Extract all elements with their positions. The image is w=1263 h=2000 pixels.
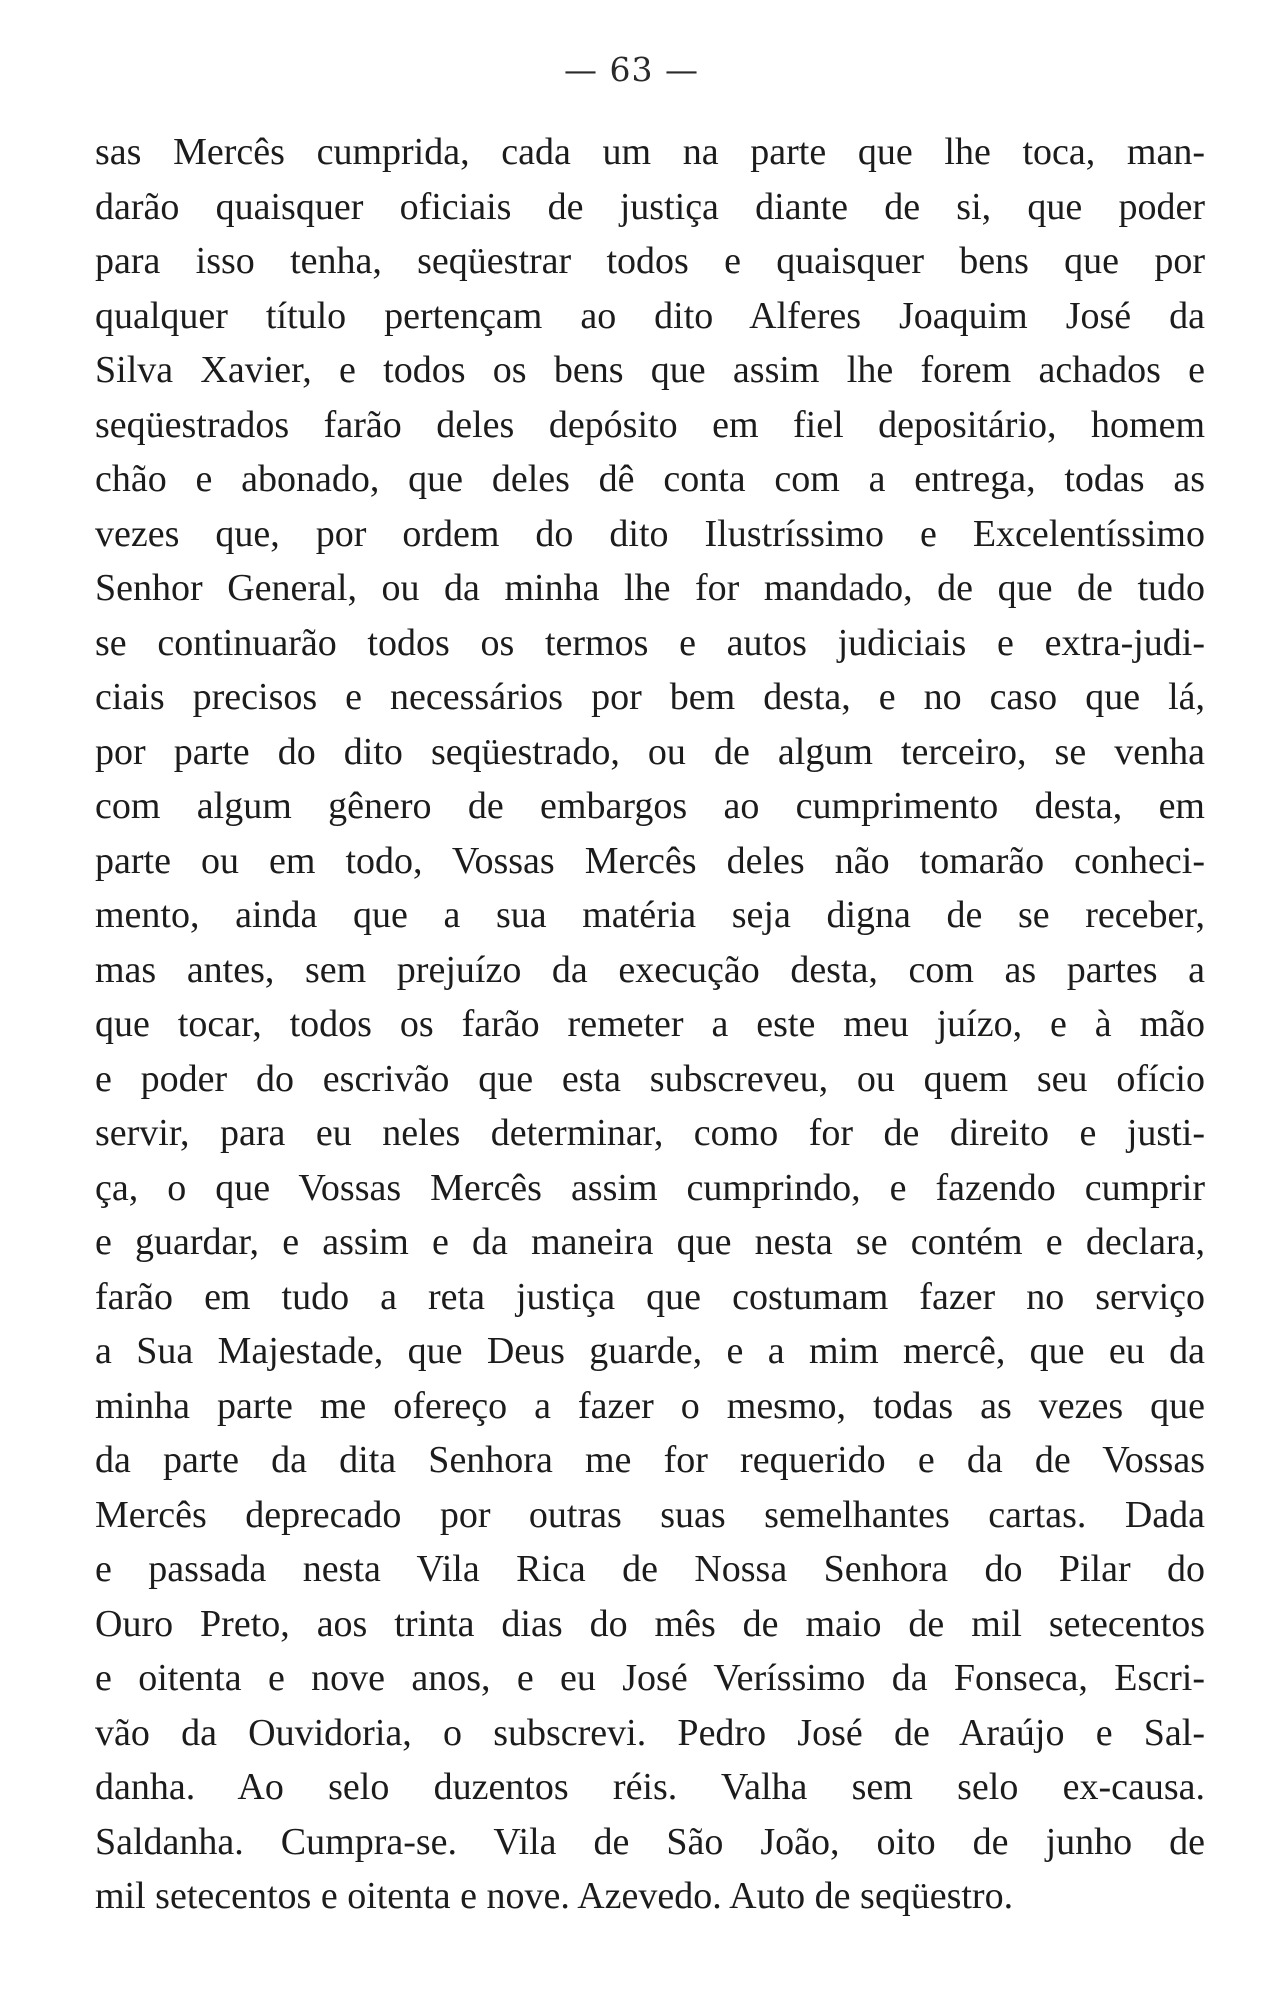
text-line: seqüestrados farão deles depósito em fiel depositário, homem — [95, 403, 1205, 446]
text-line: e poder do escrivão que esta subscreveu, ou quem seu ofício — [95, 1057, 1205, 1100]
text-line: com algum gênero de embargos ao cumprimento desta, em — [95, 785, 1205, 827]
text-line: da parte da dita Senhora me for requerido e da de Vossas — [95, 1439, 1205, 1481]
text-line: parte ou em todo, Vossas Mercês deles não tomarão conheci- — [95, 839, 1205, 882]
text-line: se continuarão todos os termos e autos judiciais e extra-judi- — [95, 621, 1205, 664]
text-line: danha. Ao selo duzentos réis. Valha sem selo ex-causa. — [95, 1766, 1205, 1808]
text-line: por parte do dito seqüestrado, ou de algum terceiro, se venha — [95, 730, 1205, 773]
text-line: ça, o que Vossas Mercês assim cumprindo, e fazendo cumprir — [95, 1166, 1205, 1209]
text-line: mas antes, sem prejuízo da execução desta, com as partes a — [95, 948, 1205, 991]
text-line: Silva Xavier, e todos os bens que assim lhe forem achados e — [95, 349, 1205, 391]
text-line: e guardar, e assim e da maneira que nesta se contém e declara, — [95, 1221, 1205, 1263]
text-line: minha parte me ofereço a fazer o mesmo, todas as vezes que — [95, 1384, 1205, 1427]
text-line: a Sua Majestade, que Deus guarde, e a mim mercê, que eu da — [95, 1330, 1205, 1372]
text-line: Ouro Preto, aos trinta dias do mês de maio de mil setecentos — [95, 1602, 1205, 1645]
body-text — [95, 125, 1205, 1924]
text-line: e oitenta e nove anos, e eu José Veríssimo da Fonseca, Escri- — [95, 1657, 1205, 1699]
text-line: para isso tenha, seqüestrar todos e quaisquer bens que por — [95, 240, 1205, 282]
text-line: vão da Ouvidoria, o subscrevi. Pedro José de Araújo e Sal- — [95, 1711, 1205, 1754]
text-line: Saldanha. Cumpra-se. Vila de São João, oito de junho de — [95, 1820, 1205, 1863]
text-line: Senhor General, ou da minha lhe for mandado, de que de tudo — [95, 567, 1205, 609]
text-line: e passada nesta Vila Rica de Nossa Senhora do Pilar do — [95, 1548, 1205, 1590]
text-line: chão e abonado, que deles dê conta com a entrega, todas as — [95, 458, 1205, 500]
text-line: darão quaisquer oficiais de justiça diante de si, que poder — [95, 185, 1205, 228]
page-number: — 63 — — [564, 50, 699, 89]
text-line: sas Mercês cumprida, cada um na parte que lhe toca, man- — [95, 131, 1205, 173]
text-line: mil setecentos e oitenta e nove. Azevedo. Auto de seqüestro. — [95, 1875, 1014, 1917]
text-line: servir, para eu neles determinar, como for de direito e justi- — [95, 1112, 1205, 1154]
text-line: farão em tudo a reta justiça que costumam fazer no serviço — [95, 1275, 1205, 1318]
text-line: ciais precisos e necessários por bem desta, e no caso que lá, — [95, 676, 1205, 718]
text-line: mento, ainda que a sua matéria seja digna de se receber, — [95, 894, 1205, 936]
text-line: Mercês deprecado por outras suas semelhantes cartas. Dada — [95, 1493, 1205, 1536]
text-line: vezes que, por ordem do dito Ilustríssimo e Excelentíssimo — [95, 512, 1205, 555]
text-line: qualquer título pertençam ao dito Alferes Joaquim José da — [95, 294, 1205, 337]
text-line: que tocar, todos os farão remeter a este meu juízo, e à mão — [95, 1003, 1205, 1045]
